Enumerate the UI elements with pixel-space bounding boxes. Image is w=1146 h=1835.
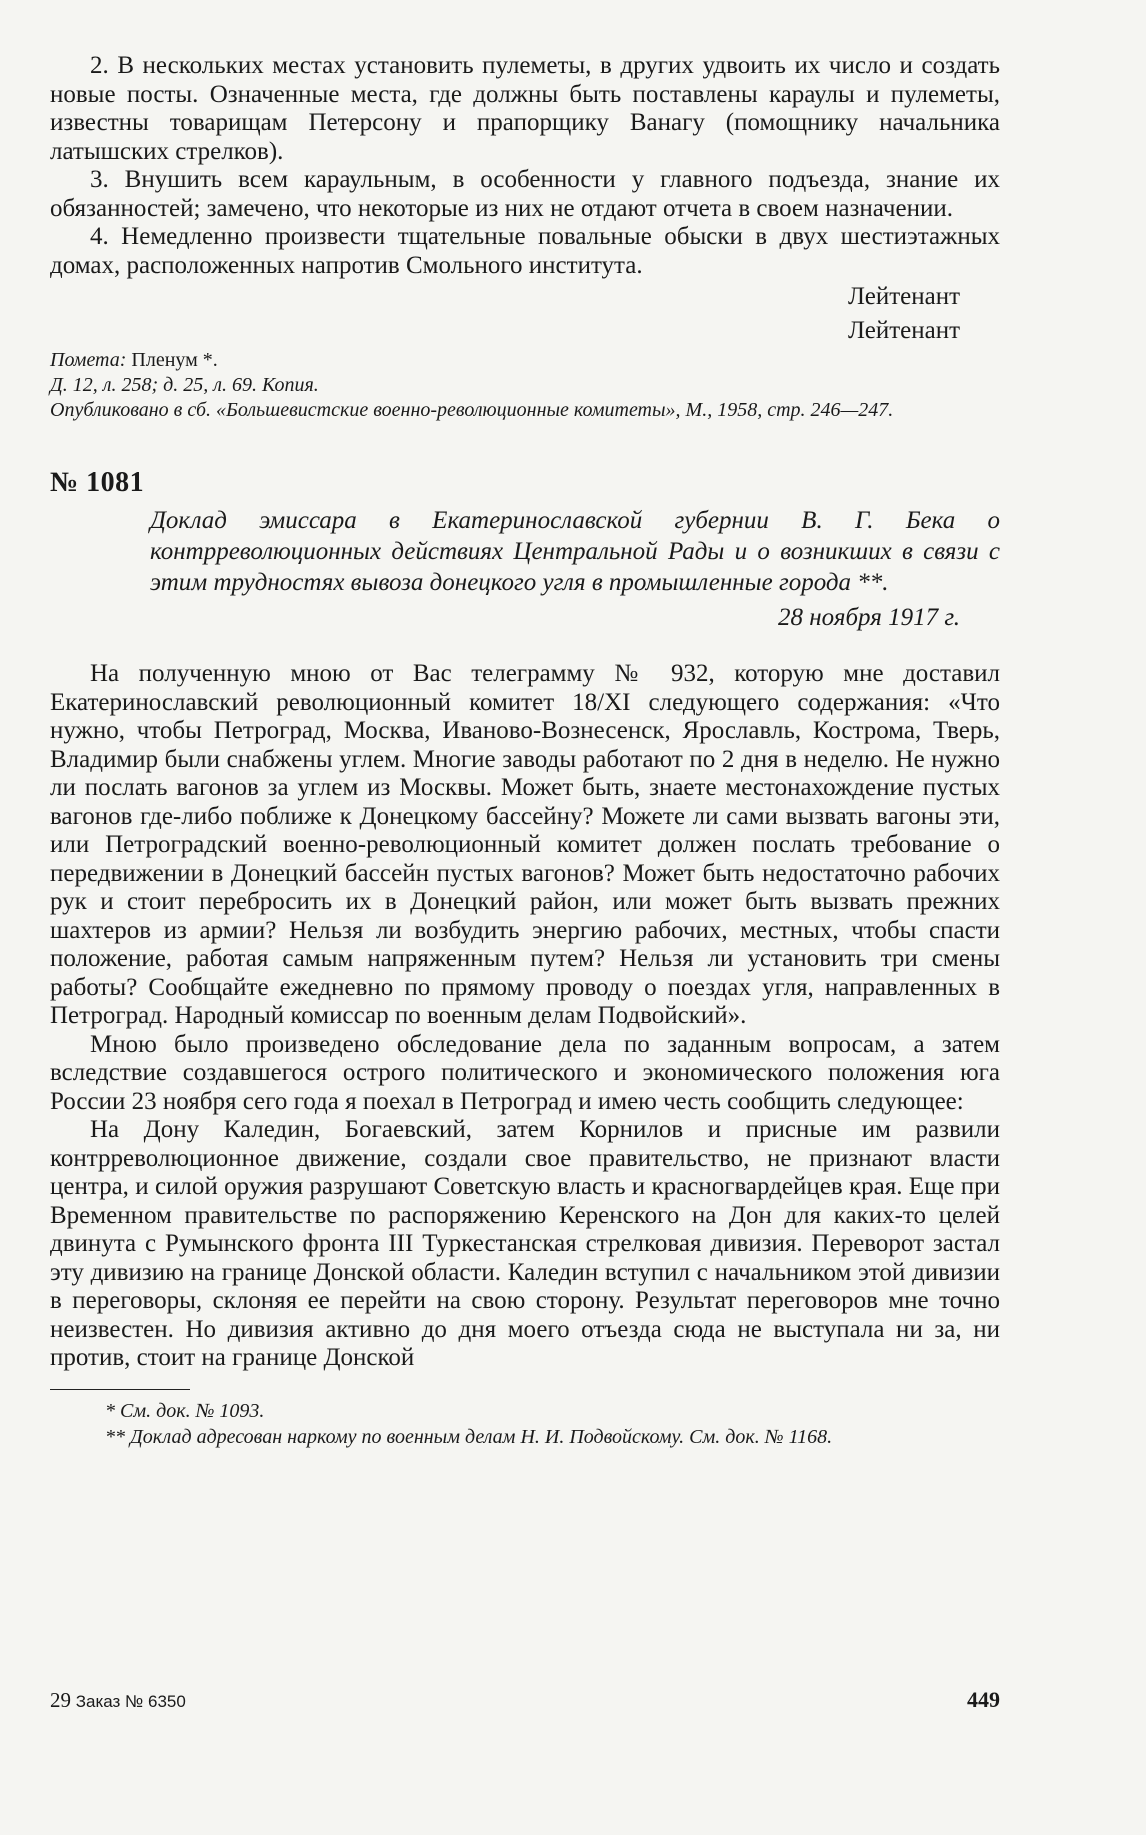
document-number: № 1081 bbox=[50, 467, 145, 498]
signature-1: Лейтенант bbox=[847, 283, 960, 310]
paragraph-item-2: 2. В нескольких местах установить пулеметы, в других удвоить их число и создать новые посты. Означенные места, где должны быть поставлены караулы и пулеметы, известны товарищам Петерсону и прапорщику Ванагу (помощнику начальника латышских стрелков). bbox=[50, 52, 1000, 165]
order-label: Заказ № 6350 bbox=[75, 1692, 186, 1711]
page-footer bbox=[50, 1687, 1000, 1713]
page-number: 449 bbox=[967, 1687, 1000, 1712]
footnote-1: * См. док. № 1093. bbox=[105, 1399, 265, 1422]
archive-reference: Д. 12, л. 258; д. 25, л. 69. Копия. bbox=[50, 374, 319, 396]
printer-signature bbox=[50, 1688, 186, 1713]
page bbox=[50, 52, 1000, 1450]
pometa-note bbox=[50, 348, 1000, 373]
signature-number: 29 bbox=[50, 1688, 71, 1712]
footnote-divider bbox=[50, 1389, 190, 1390]
document-date: 28 ноября 1917 г. bbox=[778, 604, 960, 631]
footnote-2: ** Доклад адресован наркому по военным делам Н. И. Подвойскому. См. док. № 1168. bbox=[105, 1425, 833, 1448]
pometa-value: Пленум *. bbox=[131, 349, 218, 371]
body-paragraph-3: На Дону Каледин, Богаевский, затем Корнилов и присные им развили контрреволюционное движение, создали свое правительство, не признают власти центра, и силой оружия разрушают Советскую власть и красногвардейцев края. Еще при Временном правительстве по распоряжению Керенского на Дон для каких-то целей двинута с Румынского фронта III Туркестанская стрелковая дивизия. Переворот застал эту дивизию на границе Донской области. Каледин вступил с начальником этой дивизии в переговоры, склоняя ее перейти на свою сторону. Результат переговоров мне точно неизвестен. Но дивизия активно до дня моего отъезда сюда не выступала ни за, ни против, стоит на границе Донской bbox=[50, 1116, 1000, 1371]
paragraph-item-3: 3. Внушить всем караульным, в особенности у главного подъезда, знание их обязанностей; замечено, что некоторые из них не отдают отчета в своем назначении. bbox=[50, 166, 1000, 222]
signature-2: Лейтенант bbox=[847, 317, 960, 344]
pometa-label: Помета: bbox=[50, 349, 127, 371]
body-paragraph-1: На полученную мною от Вас телеграмму № 932, которую мне доставил Екатеринославский революционный комитет 18/XI следующего содержания: «Что нужно, чтобы Петроград, Москва, Иваново-Вознесенск, Ярославль, Кострома, Тверь, Владимир были снабжены углем. Многие заводы работают по 2 дня в неделю. Не нужно ли послать вагонов за углем из Москвы. Может быть, знаете местонахождение пустых вагонов где-либо поближе к Донецкому бассейну? Можете ли сами вызвать вагоны эти, или Петроградский военно-революционный комитет должен послать требование о передвижении в Донецкий бассейн пустых вагонов? Может быть недостаточно рабочих рук и стоит перебросить их в Донецкий район, или может быть вызвать прежних шахтеров из армии? Нельзя ли возбудить энергию рабочих, местных, чтобы спасти положение, работая самым напряженным путем? Нельзя ли установить три смены работы? Сообщайте ежедневно по прямому проводу о поездах угля, направленных в Петроград. Народный комиссар по военным делам Подвойский». bbox=[50, 660, 1000, 1029]
document-title: Доклад эмиссара в Екатеринославской губернии В. Г. Бека о контрреволюционных действиях Центральной Рады и о возникших в связи с этим трудностях вывоза донецкого угля в промышленные города **. bbox=[150, 507, 1000, 596]
paragraph-item-4: 4. Немедленно произвести тщательные повальные обыски в двух шестиэтажных домах, расположенных напротив Смольного института. bbox=[50, 223, 1000, 279]
publication-reference: Опубликовано в сб. «Большевистские военно-революционные комитеты», М., 1958, стр. 246—247. bbox=[50, 399, 894, 421]
body-paragraph-2: Мною было произведено обследование дела по заданным вопросам, а затем вследствие создавшегося острого политического и экономического положения юга России 23 ноября сего года я поехал в Петроград и имею честь сообщить следующее: bbox=[50, 1030, 1000, 1115]
